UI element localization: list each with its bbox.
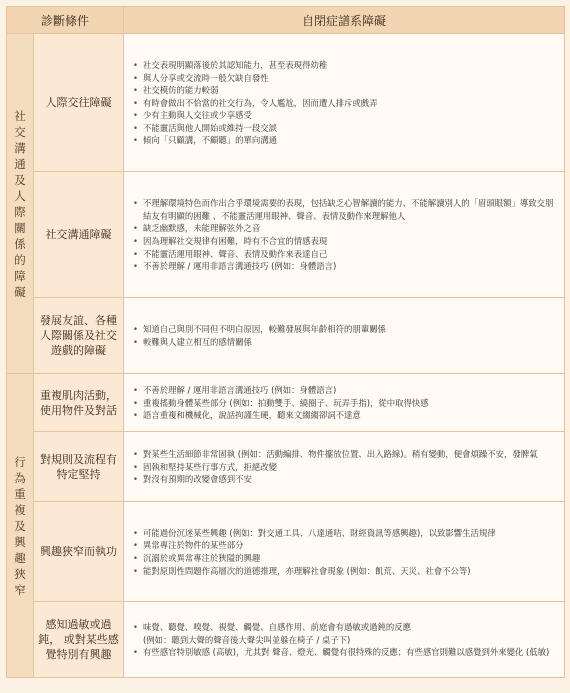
list-item: • 不能靈活與他人開始或維持一段交談 (132, 122, 558, 135)
list-item-note: (例如：聽到大聲的聲音後大聲尖叫並躲在椅子 / 桌子下) (143, 634, 351, 645)
condition-cell: 人際交往障礙 (34, 34, 124, 172)
feature-cell (124, 298, 565, 374)
category-behaviour (7, 374, 34, 678)
list-item: • 異常專注於物件的某些部分 (132, 539, 558, 552)
list-item: • 傾向「只顧講，不顧聽」的單向溝通 (132, 134, 558, 147)
list-item: • 不善於理解 / 運用非語言溝通技巧 (例如：身體語言) (132, 260, 558, 273)
list-item: • 社交模仿的能力較弱 (132, 84, 558, 97)
feature-cell (124, 602, 565, 678)
list-item: • 有些感官特別敏感 (高敏)，尤其對 聲音、燈光、觸覺有很特殊的反應；有些感官則難以感覺到外來變化 (低敏) (132, 646, 558, 659)
list-item: • 與人分享或交流時一般欠缺自發性 (132, 72, 558, 85)
feature-cell (124, 502, 565, 602)
feature-list (132, 527, 558, 577)
category-label: 行 為 重 複 及 興 趣 狹 窄 (14, 454, 26, 597)
feature-list (132, 448, 558, 486)
table-row (7, 502, 565, 602)
condition-cell: 重複肌肉活動，使用物件及對話 (34, 374, 124, 432)
list-item: • 對某些生活細節非常固執 (例如：活動編排、物件擺放位置、出入路線)。稍有變動，便會煩躁不安，發脾氣 (132, 448, 558, 461)
feature-cell (124, 172, 565, 298)
list-item: • 因為理解社交規律有困難，時有不合宜的情感表現 (132, 235, 558, 248)
condition-cell: 興趣狹窄而執功 (34, 502, 124, 602)
feature-list (132, 59, 558, 147)
list-item: • 重複搖動身體某些部分 (例如：拍動雙手、繞圈子、玩弄手指)，從中取得快感 (132, 397, 558, 410)
diagnosis-table (6, 6, 565, 678)
condition-cell: 感知過敏或過鈍， 或對某些感覺特別有興趣 (34, 602, 124, 678)
table-row (7, 374, 565, 432)
category-label: 社 交 溝 通 及 人 際 關 係 的 障 礙 (14, 108, 26, 299)
list-item: • 較難與人建立相互的感情關係 (132, 336, 558, 349)
list-item: • 缺乏幽默感，未能理解弦外之音 (132, 222, 558, 235)
feature-cell (124, 432, 565, 502)
list-item: • 可能過份沉迷某些興趣 (例如：對交通工具、八達通咭、財經資訊等感興趣)，以致影響生活規律 (132, 527, 558, 540)
list-item: • 味覺、聽覺、嗅覺、視覺、觸覺、自感作用、前庭會有過敏或過鈍的反應 (132, 621, 558, 634)
diagnosis-table-container (6, 6, 564, 687)
category-social (7, 34, 34, 374)
list-item: • 固執和堅持某些行事方式，拒絕改變 (132, 461, 558, 474)
condition-cell: 對規則及流程有特定堅持 (34, 432, 124, 502)
feature-cell (124, 374, 565, 432)
list-item: • 對沒有預期的改變會感到不安 (132, 473, 558, 486)
table-row (7, 34, 565, 172)
condition-cell: 發展友誼、各種人際關係及社交遊戲的障礙 (34, 298, 124, 374)
feature-list (132, 384, 558, 422)
list-item: • 語言重複和機械化，說話拘謹生硬，聽來文縐縐卻詞不達意 (132, 409, 558, 422)
header-feature: 自閉症譜系障礙 (124, 7, 565, 34)
list-item: • 有時會做出不恰當的社交行為，令人尷尬，因而遭人排斥或戲弄 (132, 97, 558, 110)
header-condition: 診斷條件 (7, 7, 124, 34)
list-item: • 社交表現明顯落後於其認知能力，甚至表現得幼稚 (132, 59, 558, 72)
list-item: • 不能靈活運用眼神、聲音、表情及動作來表達自己 (132, 248, 558, 261)
table-row (7, 298, 565, 374)
list-item: • 不善於理解 / 運用非語言溝通技巧 (例如：身體語言) (132, 384, 558, 397)
table-row (7, 432, 565, 502)
table-header-row (7, 7, 565, 34)
list-item: • 知道自己與別不同但不明白原因，較難發展與年齡相符的朋輩關係 (132, 323, 558, 336)
table-row (7, 602, 565, 678)
table-row (7, 172, 565, 298)
list-item: • 不理解環境特色而作出合乎環境需要的表現，包括缺乏心智解讀的能力、不能解讀別人的「眉頭眼額」導致交朋結友有明顯的困難 、不能靈活運用眼神、聲音、表情及動作來理解他人 (132, 197, 558, 222)
feature-list (132, 323, 558, 348)
feature-cell (124, 34, 565, 172)
list-item: • 能對原則性問題作高層次的道德推理，亦理解社會現象 (例如：飢荒、天災、社會不公等) (132, 565, 558, 578)
condition-cell: 社交溝通障礙 (34, 172, 124, 298)
feature-list (132, 621, 558, 659)
list-item: • 沉溺於或異常專注於狹隘的興趣 (132, 552, 558, 565)
list-item: • 少有主動與人交往或少享感受 (132, 109, 558, 122)
feature-list (132, 197, 558, 273)
